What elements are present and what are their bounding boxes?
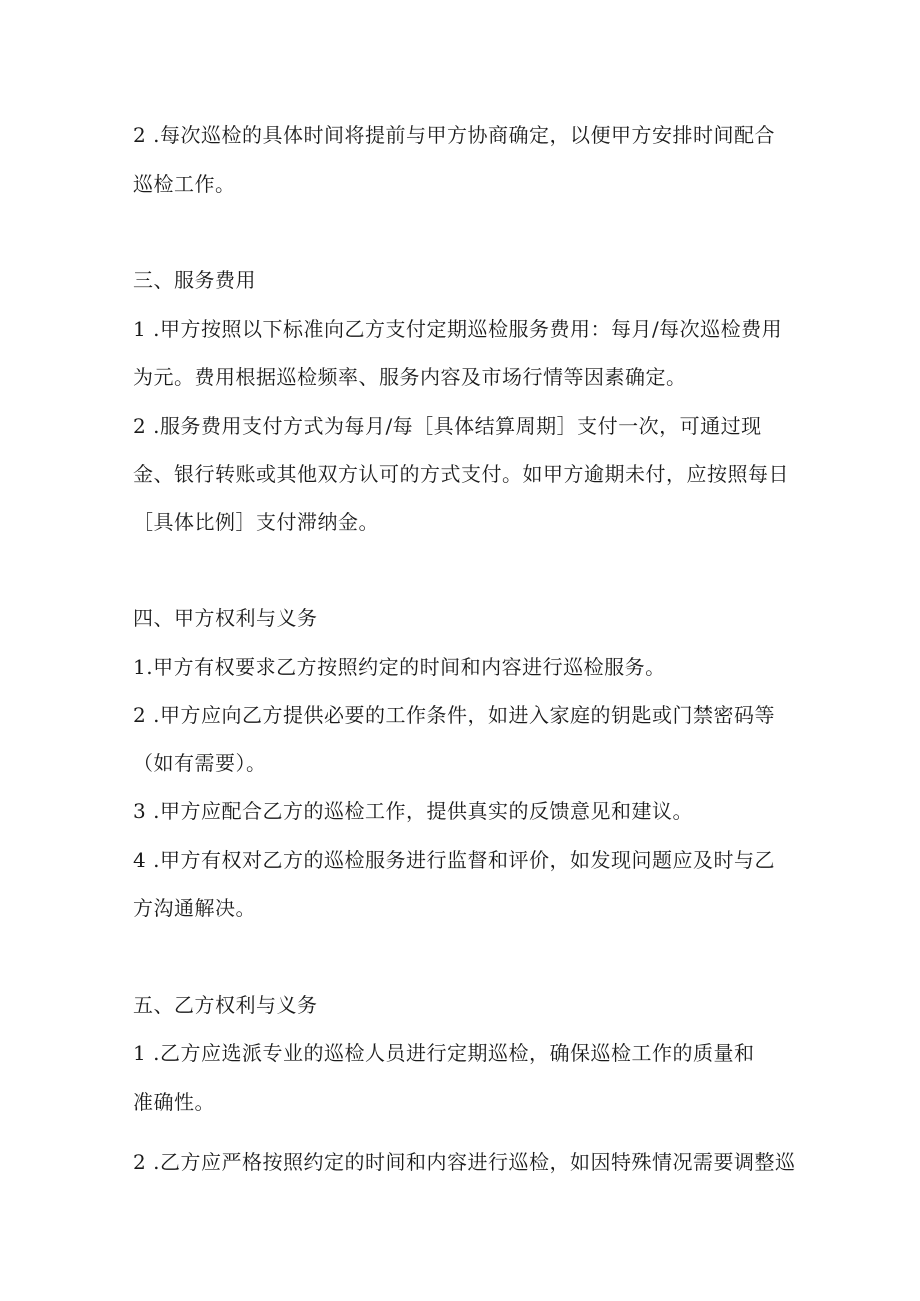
text-line: 2 .乙方应严格按照约定的时间和内容进行巡检，如因特殊情况需要调整巡 [133, 1150, 796, 1174]
text-line: 1 .甲方按照以下标准向乙方支付定期巡检服务费用：每月/每次巡检费用 [133, 317, 783, 341]
section-heading: 三、服务费用 [133, 268, 256, 292]
text-line: 1.甲方有权要求乙方按照约定的时间和内容进行巡检服务。 [133, 655, 666, 679]
section-heading: 四、甲方权利与义务 [133, 606, 318, 630]
text-line: 1 .乙方应选派专业的巡检人员进行定期巡检，确保巡检工作的质量和 [133, 1041, 755, 1065]
text-line: 准确性。 [133, 1090, 215, 1114]
text-line: 方沟通解决。 [133, 896, 256, 920]
text-line: （如有需要）。 [133, 751, 267, 775]
section-heading: 五、乙方权利与义务 [133, 993, 318, 1017]
text-line: 4 .甲方有权对乙方的巡检服务进行监督和评价，如发现问题应及时与乙 [133, 848, 775, 872]
text-line: 2 .甲方应向乙方提供必要的工作条件，如进入家庭的钥匙或门禁密码等 [133, 703, 775, 727]
text-line: 3 .甲方应配合乙方的巡检工作，提供真实的反馈意见和建议。 [133, 799, 693, 823]
text-line: ［具体比例］支付滞纳金。 [133, 510, 379, 534]
text-line: 为元。费用根据巡检频率、服务内容及市场行情等因素确定。 [133, 365, 687, 389]
text-line: 巡检工作。 [133, 172, 236, 196]
text-line: 2 .服务费用支付方式为每月/每［具体结算周期］支付一次，可通过现 [133, 414, 762, 438]
text-line: 2 .每次巡检的具体时间将提前与甲方协商确定，以便甲方安排时间配合 [133, 123, 775, 147]
text-line: 金、银行转账或其他双方认可的方式支付。如甲方逾期未付，应按照每日 [133, 462, 789, 486]
